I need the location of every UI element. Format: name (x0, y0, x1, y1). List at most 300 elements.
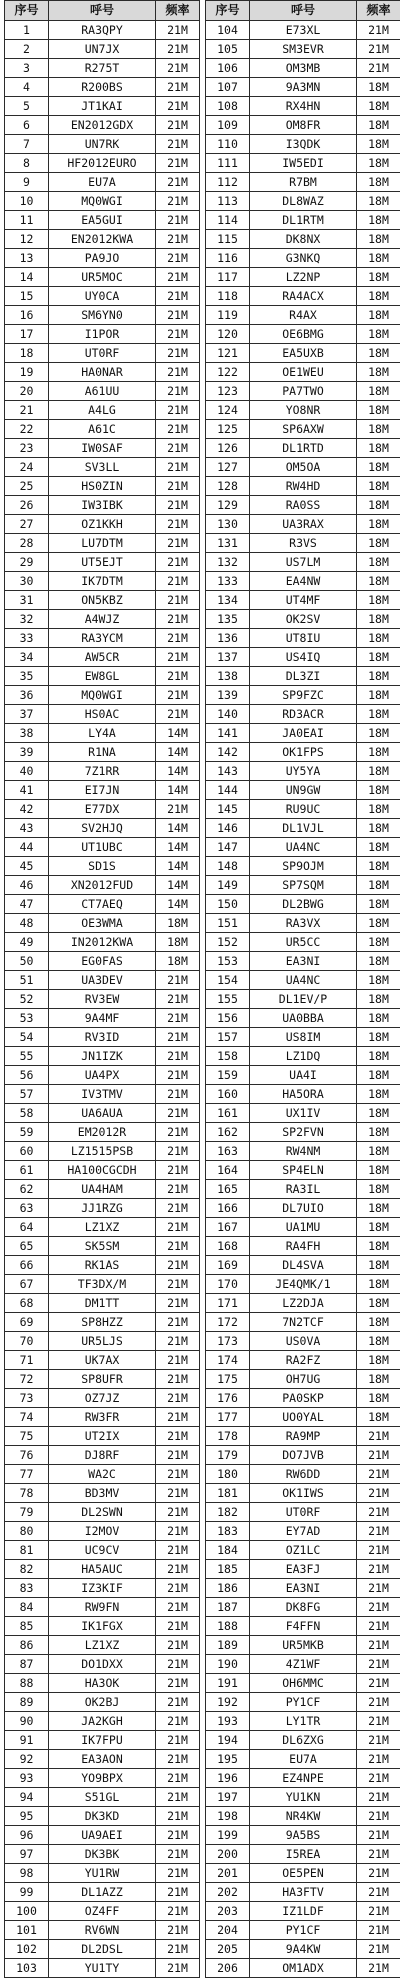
row-serial: 78 (5, 1484, 49, 1503)
row-band: 21M (156, 496, 200, 515)
row-callsign: R4AX (250, 306, 357, 325)
row-callsign: RA3YCM (49, 629, 156, 648)
row-band: 21M (357, 1769, 400, 1788)
row-band: 14M (156, 895, 200, 914)
row-callsign: 9A5BS (250, 1826, 357, 1845)
row-band: 21M (156, 515, 200, 534)
row-callsign: EA3AON (49, 1750, 156, 1769)
row-band: 18M (357, 876, 400, 895)
log-row (206, 458, 400, 477)
log-row (5, 306, 200, 325)
row-callsign: LY4A (49, 724, 156, 743)
row-serial: 164 (206, 1161, 250, 1180)
row-callsign: EA4NW (250, 572, 357, 591)
row-band: 21M (156, 1047, 200, 1066)
row-band: 21M (156, 230, 200, 249)
row-callsign: OE1WEU (250, 363, 357, 382)
log-row (5, 1028, 200, 1047)
row-serial: 162 (206, 1123, 250, 1142)
row-serial: 150 (206, 895, 250, 914)
row-band: 18M (357, 1332, 400, 1351)
row-callsign: HA0NAR (49, 363, 156, 382)
log-row (206, 1807, 400, 1826)
row-callsign: PA0SKP (250, 1389, 357, 1408)
row-serial: 16 (5, 306, 49, 325)
row-band: 21M (357, 1731, 400, 1750)
row-callsign: RA4ACX (250, 287, 357, 306)
log-row (206, 1009, 400, 1028)
row-callsign: DK8NX (250, 230, 357, 249)
log-row (5, 1009, 200, 1028)
row-band: 18M (357, 287, 400, 306)
row-band: 21M (156, 1199, 200, 1218)
row-callsign: G3NKQ (250, 249, 357, 268)
row-callsign: RV3ID (49, 1028, 156, 1047)
row-band: 21M (156, 610, 200, 629)
row-callsign: SV2HJQ (49, 819, 156, 838)
row-serial: 17 (5, 325, 49, 344)
row-serial: 22 (5, 420, 49, 439)
log-row (5, 477, 200, 496)
row-callsign: SD1S (49, 857, 156, 876)
log-row (5, 268, 200, 287)
log-row (5, 762, 200, 781)
row-callsign: EA3NI (250, 952, 357, 971)
row-band: 21M (357, 1864, 400, 1883)
row-serial: 146 (206, 819, 250, 838)
log-row (206, 439, 400, 458)
row-band: 18M (357, 1199, 400, 1218)
row-band: 21M (156, 1313, 200, 1332)
row-band: 21M (156, 1788, 200, 1807)
row-serial: 53 (5, 1009, 49, 1028)
log-row (5, 838, 200, 857)
row-serial: 44 (5, 838, 49, 857)
row-band: 21M (357, 1902, 400, 1921)
row-serial: 104 (206, 21, 250, 40)
row-band: 21M (156, 1674, 200, 1693)
row-band: 18M (357, 572, 400, 591)
row-callsign: OM1ADX (250, 1959, 357, 1978)
row-serial: 89 (5, 1693, 49, 1712)
log-row (206, 1826, 400, 1845)
row-band: 21M (156, 306, 200, 325)
log-row (206, 819, 400, 838)
row-serial: 62 (5, 1180, 49, 1199)
row-serial: 60 (5, 1142, 49, 1161)
row-band: 21M (357, 1693, 400, 1712)
row-serial: 117 (206, 268, 250, 287)
row-serial: 182 (206, 1503, 250, 1522)
log-row (206, 211, 400, 230)
log-row (206, 1142, 400, 1161)
row-callsign: MQ0WGI (49, 686, 156, 705)
row-callsign: RU9UC (250, 800, 357, 819)
log-row (206, 610, 400, 629)
row-band: 21M (156, 1902, 200, 1921)
row-serial: 172 (206, 1313, 250, 1332)
row-callsign: DK3BK (49, 1845, 156, 1864)
row-band: 18M (357, 1104, 400, 1123)
log-row (5, 629, 200, 648)
row-serial: 37 (5, 705, 49, 724)
log-row (5, 572, 200, 591)
log-row (206, 306, 400, 325)
row-callsign: NR4KW (250, 1807, 357, 1826)
log-row (5, 211, 200, 230)
log-row (5, 1541, 200, 1560)
log-row (5, 1579, 200, 1598)
row-band: 21M (357, 1427, 400, 1446)
row-callsign: SP7SQM (250, 876, 357, 895)
row-serial: 177 (206, 1408, 250, 1427)
log-row (5, 1636, 200, 1655)
row-serial: 126 (206, 439, 250, 458)
log-row (206, 268, 400, 287)
row-serial: 128 (206, 477, 250, 496)
log-row (206, 876, 400, 895)
row-serial: 136 (206, 629, 250, 648)
log-row (206, 1655, 400, 1674)
qso-table-right (205, 0, 400, 1978)
log-row (206, 1864, 400, 1883)
row-callsign: RV3EW (49, 990, 156, 1009)
row-callsign: RA3VX (250, 914, 357, 933)
log-row (206, 477, 400, 496)
row-band: 21M (156, 268, 200, 287)
log-row (5, 1902, 200, 1921)
row-serial: 204 (206, 1921, 250, 1940)
row-serial: 46 (5, 876, 49, 895)
log-row (206, 1617, 400, 1636)
log-row (206, 1560, 400, 1579)
row-callsign: IK1FGX (49, 1617, 156, 1636)
row-callsign: OZ7JZ (49, 1389, 156, 1408)
row-callsign: R275T (49, 59, 156, 78)
log-row (5, 1864, 200, 1883)
log-row (206, 1332, 400, 1351)
row-band: 18M (357, 211, 400, 230)
row-band: 18M (357, 515, 400, 534)
row-serial: 70 (5, 1332, 49, 1351)
log-row (5, 439, 200, 458)
row-serial: 105 (206, 40, 250, 59)
log-row (206, 933, 400, 952)
row-band: 21M (156, 686, 200, 705)
row-callsign: SV3LL (49, 458, 156, 477)
log-row (206, 1959, 400, 1978)
row-band: 18M (357, 781, 400, 800)
row-serial: 201 (206, 1864, 250, 1883)
log-row (206, 914, 400, 933)
log-row (5, 1712, 200, 1731)
row-callsign: DL4SVA (250, 1256, 357, 1275)
row-band: 18M (357, 952, 400, 971)
row-callsign: RW6DD (250, 1465, 357, 1484)
row-serial: 55 (5, 1047, 49, 1066)
row-serial: 170 (206, 1275, 250, 1294)
row-callsign: EN2012KWA (49, 230, 156, 249)
row-serial: 75 (5, 1427, 49, 1446)
row-callsign: R3VS (250, 534, 357, 553)
row-serial: 147 (206, 838, 250, 857)
row-serial: 15 (5, 287, 49, 306)
log-row (5, 1655, 200, 1674)
log-row (5, 1617, 200, 1636)
log-row (206, 1085, 400, 1104)
row-serial: 85 (5, 1617, 49, 1636)
row-serial: 67 (5, 1275, 49, 1294)
row-band: 21M (156, 1351, 200, 1370)
row-serial: 30 (5, 572, 49, 591)
log-row (5, 952, 200, 971)
row-serial: 187 (206, 1598, 250, 1617)
row-serial: 97 (5, 1845, 49, 1864)
row-serial: 120 (206, 325, 250, 344)
row-callsign: EM2012R (49, 1123, 156, 1142)
row-serial: 81 (5, 1541, 49, 1560)
row-band: 21M (156, 154, 200, 173)
row-band: 21M (357, 1579, 400, 1598)
row-serial: 28 (5, 534, 49, 553)
row-serial: 20 (5, 382, 49, 401)
row-callsign: E73XL (250, 21, 357, 40)
row-serial: 152 (206, 933, 250, 952)
row-band: 18M (357, 1047, 400, 1066)
row-band: 21M (156, 1598, 200, 1617)
row-band: 21M (156, 667, 200, 686)
log-row (5, 1845, 200, 1864)
row-serial: 116 (206, 249, 250, 268)
row-band: 21M (156, 325, 200, 344)
row-serial: 87 (5, 1655, 49, 1674)
row-callsign: R7BM (250, 173, 357, 192)
log-row (206, 838, 400, 857)
row-serial: 148 (206, 857, 250, 876)
row-callsign: UT0RF (250, 1503, 357, 1522)
row-band: 18M (357, 895, 400, 914)
row-callsign: DO1DXX (49, 1655, 156, 1674)
row-serial: 183 (206, 1522, 250, 1541)
log-row (5, 1161, 200, 1180)
row-band: 18M (357, 990, 400, 1009)
row-band: 21M (156, 1864, 200, 1883)
row-band: 21M (156, 1275, 200, 1294)
row-band: 21M (156, 192, 200, 211)
log-row (5, 1237, 200, 1256)
row-band: 18M (357, 401, 400, 420)
row-callsign: LZ1XZ (49, 1636, 156, 1655)
row-serial: 94 (5, 1788, 49, 1807)
row-callsign: EU7A (250, 1750, 357, 1769)
row-band: 21M (156, 1940, 200, 1959)
row-serial: 166 (206, 1199, 250, 1218)
row-serial: 175 (206, 1370, 250, 1389)
row-serial: 59 (5, 1123, 49, 1142)
row-band: 18M (357, 629, 400, 648)
row-band: 18M (357, 97, 400, 116)
row-callsign: UN7JX (49, 40, 156, 59)
log-row (5, 724, 200, 743)
row-callsign: UY5YA (250, 762, 357, 781)
row-band: 21M (357, 1541, 400, 1560)
row-band: 21M (357, 1921, 400, 1940)
row-band: 21M (357, 1940, 400, 1959)
row-callsign: I1POR (49, 325, 156, 344)
row-band: 21M (156, 1655, 200, 1674)
qso-rows-right (206, 21, 400, 1978)
row-serial: 99 (5, 1883, 49, 1902)
log-row (5, 933, 200, 952)
row-band: 21M (156, 59, 200, 78)
row-band: 21M (156, 477, 200, 496)
row-band: 21M (156, 420, 200, 439)
row-serial: 52 (5, 990, 49, 1009)
log-row (206, 1275, 400, 1294)
row-band: 21M (156, 1009, 200, 1028)
log-row (5, 857, 200, 876)
row-band: 21M (156, 1522, 200, 1541)
row-callsign: UR5MOC (49, 268, 156, 287)
row-callsign: HA5AUC (49, 1560, 156, 1579)
row-band: 21M (357, 1788, 400, 1807)
row-serial: 82 (5, 1560, 49, 1579)
log-row (5, 1332, 200, 1351)
row-band: 21M (156, 1826, 200, 1845)
row-serial: 186 (206, 1579, 250, 1598)
row-band: 18M (357, 1028, 400, 1047)
row-serial: 33 (5, 629, 49, 648)
log-row (206, 1446, 400, 1465)
log-row (5, 971, 200, 990)
row-serial: 95 (5, 1807, 49, 1826)
row-serial: 3 (5, 59, 49, 78)
row-serial: 196 (206, 1769, 250, 1788)
row-band: 18M (357, 1408, 400, 1427)
row-callsign: UT1UBC (49, 838, 156, 857)
row-serial: 144 (206, 781, 250, 800)
row-band: 21M (156, 1237, 200, 1256)
row-band: 21M (156, 971, 200, 990)
row-serial: 80 (5, 1522, 49, 1541)
row-serial: 91 (5, 1731, 49, 1750)
log-row (206, 173, 400, 192)
row-band: 18M (357, 1161, 400, 1180)
row-serial: 159 (206, 1066, 250, 1085)
log-row (5, 1826, 200, 1845)
row-serial: 88 (5, 1674, 49, 1693)
row-band: 18M (357, 857, 400, 876)
row-callsign: RA9MP (250, 1427, 357, 1446)
row-serial: 122 (206, 363, 250, 382)
row-band: 18M (357, 344, 400, 363)
log-row (5, 458, 200, 477)
row-callsign: EG0FAS (49, 952, 156, 971)
row-serial: 179 (206, 1446, 250, 1465)
row-band: 18M (357, 1009, 400, 1028)
log-row (206, 667, 400, 686)
header-band: 频率 (156, 1, 200, 21)
row-serial: 200 (206, 1845, 250, 1864)
row-band: 21M (156, 1959, 200, 1978)
row-band: 21M (357, 40, 400, 59)
row-band: 21M (357, 1484, 400, 1503)
row-band: 18M (357, 914, 400, 933)
row-band: 18M (357, 78, 400, 97)
row-band: 18M (357, 591, 400, 610)
row-callsign: DJ8RF (49, 1446, 156, 1465)
row-callsign: SM3EVR (250, 40, 357, 59)
row-band: 21M (156, 1503, 200, 1522)
log-row (206, 1047, 400, 1066)
log-row (5, 1484, 200, 1503)
row-band: 18M (357, 534, 400, 553)
row-serial: 8 (5, 154, 49, 173)
row-callsign: US4IQ (250, 648, 357, 667)
log-row (206, 1294, 400, 1313)
row-serial: 189 (206, 1636, 250, 1655)
row-serial: 71 (5, 1351, 49, 1370)
log-row (206, 534, 400, 553)
row-callsign: OM5OA (250, 458, 357, 477)
log-row (206, 1237, 400, 1256)
row-serial: 174 (206, 1351, 250, 1370)
row-serial: 188 (206, 1617, 250, 1636)
log-row (206, 1750, 400, 1769)
row-band: 14M (156, 743, 200, 762)
row-callsign: DK3KD (49, 1807, 156, 1826)
row-serial: 193 (206, 1712, 250, 1731)
row-callsign: RA3QPY (49, 21, 156, 40)
header-callsign: 呼号 (49, 1, 156, 21)
log-row (5, 705, 200, 724)
row-serial: 64 (5, 1218, 49, 1237)
log-row (5, 287, 200, 306)
log-row (206, 59, 400, 78)
row-callsign: DL1VJL (250, 819, 357, 838)
row-callsign: EI7JN (49, 781, 156, 800)
log-row (206, 1845, 400, 1864)
row-band: 21M (156, 1883, 200, 1902)
row-callsign: PY1CF (250, 1693, 357, 1712)
row-callsign: RX4HN (250, 97, 357, 116)
log-row (206, 1389, 400, 1408)
row-serial: 202 (206, 1883, 250, 1902)
row-serial: 133 (206, 572, 250, 591)
row-band: 21M (357, 1446, 400, 1465)
row-callsign: A4LG (49, 401, 156, 420)
row-band: 21M (156, 1332, 200, 1351)
row-band: 21M (357, 21, 400, 40)
row-band: 21M (357, 1655, 400, 1674)
row-band: 21M (156, 1256, 200, 1275)
row-serial: 142 (206, 743, 250, 762)
log-row (206, 705, 400, 724)
log-row (206, 21, 400, 40)
row-serial: 58 (5, 1104, 49, 1123)
row-callsign: YU1KN (250, 1788, 357, 1807)
log-row (206, 1465, 400, 1484)
row-callsign: R1NA (49, 743, 156, 762)
row-callsign: UA4PX (49, 1066, 156, 1085)
row-band: 21M (156, 173, 200, 192)
row-callsign: DL2DSL (49, 1940, 156, 1959)
row-callsign: LZ2DJA (250, 1294, 357, 1313)
row-callsign: IK7DTM (49, 572, 156, 591)
row-serial: 115 (206, 230, 250, 249)
header-serial: 序号 (5, 1, 49, 21)
row-band: 21M (156, 1807, 200, 1826)
